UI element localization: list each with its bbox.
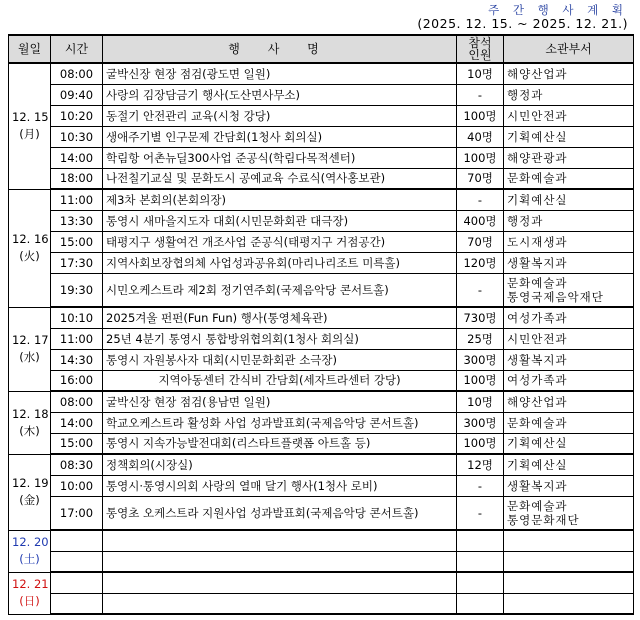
- time-cell: [51, 593, 103, 614]
- table-row: [9, 105, 634, 126]
- dept-line: 시민안전과: [507, 331, 568, 346]
- dept-line: 해양산업과: [507, 66, 568, 81]
- time-cell: 09:40: [51, 84, 103, 105]
- dept-cell: [504, 454, 634, 475]
- dept-line: 생활복지과: [507, 255, 568, 270]
- dept-cell: [504, 307, 634, 328]
- people-cell: [457, 593, 504, 614]
- people-cell: 730명: [457, 307, 504, 328]
- table-row: [9, 273, 634, 307]
- people-cell: [457, 572, 504, 593]
- dept-line: 여성가족과: [507, 310, 568, 325]
- day-weekday: (木): [19, 423, 40, 438]
- time-cell: 08:30: [51, 454, 103, 475]
- table-row: [9, 454, 634, 475]
- people-cell: 10명: [457, 63, 504, 84]
- event-name-cell: 정책회의(시장실): [103, 454, 457, 475]
- event-name-cell: 통영시 자원봉사자 대회(시민문화회관 소극장): [103, 349, 457, 370]
- time-cell: 10:30: [51, 126, 103, 147]
- time-cell: 14:30: [51, 349, 103, 370]
- dept-line: 생활복지과: [507, 352, 568, 367]
- dept-line: 생활복지과: [507, 478, 568, 493]
- dept-cell: [504, 168, 634, 189]
- weekly-schedule-table: [8, 34, 634, 615]
- dept-cell: [504, 475, 634, 496]
- time-cell: 13:30: [51, 210, 103, 231]
- event-name-cell: 태평지구 생활여건 개조사업 준공식(태평지구 거점공간): [103, 231, 457, 252]
- header-day: 월일: [9, 35, 51, 63]
- people-cell: [457, 551, 504, 572]
- dept-cell: [504, 84, 634, 105]
- dept-line: 통영국제음악재단: [507, 289, 604, 304]
- dept-line: 기획예산실: [507, 457, 568, 472]
- people-cell: 70명: [457, 231, 504, 252]
- header-dept: 소관부서: [504, 35, 634, 63]
- dept-line: 해양산업과: [507, 394, 568, 409]
- dept-line: 행정과: [507, 87, 544, 102]
- dept-line: 해양관광과: [507, 150, 568, 165]
- dept-cell: [504, 433, 634, 454]
- time-cell: 15:00: [51, 433, 103, 454]
- time-cell: 17:00: [51, 496, 103, 530]
- time-cell: [51, 572, 103, 593]
- dept-line: 기획예산실: [507, 129, 568, 144]
- dept-line: 시민안전과: [507, 108, 568, 123]
- event-name-cell: 통영초 오케스트라 지원사업 성과발표회(국제음악당 콘서트홀): [103, 496, 457, 530]
- event-name-cell: 지역아동센터 간식비 간담회(세자트라센터 강당): [103, 370, 457, 391]
- people-cell: -: [457, 273, 504, 307]
- dept-cell: [504, 273, 634, 307]
- time-cell: [51, 551, 103, 572]
- table-row: [9, 593, 634, 614]
- event-name-cell: 통영시 새마을지도자 대회(시민문화회관 대극장): [103, 210, 457, 231]
- time-cell: 11:00: [51, 328, 103, 349]
- time-cell: 10:10: [51, 307, 103, 328]
- table-row: [9, 63, 634, 84]
- day-date: 12. 16: [12, 232, 49, 246]
- dept-cell: [504, 370, 634, 391]
- event-name-cell: [103, 572, 457, 593]
- dept-cell: [504, 210, 634, 231]
- day-cell: [9, 530, 51, 572]
- table-row: [9, 391, 634, 412]
- people-cell: 25명: [457, 328, 504, 349]
- event-name-cell: 나전칠기교실 및 문화도시 공예교육 수료식(역사홍보관): [103, 168, 457, 189]
- day-date: 12. 17: [12, 333, 49, 347]
- people-cell: 100명: [457, 105, 504, 126]
- time-cell: 08:00: [51, 391, 103, 412]
- table-row: [9, 349, 634, 370]
- table-header-row: [9, 35, 634, 63]
- time-cell: 08:00: [51, 63, 103, 84]
- event-name-cell: 제3차 본회의(본회의장): [103, 189, 457, 210]
- day-date: 12. 18: [12, 406, 49, 421]
- table-row: [9, 572, 634, 593]
- dept-line: 문화예술과: [507, 498, 568, 513]
- day-weekday: (水): [19, 350, 40, 364]
- table-row: [9, 126, 634, 147]
- time-cell: 11:00: [51, 189, 103, 210]
- dept-line: 기획예산실: [507, 192, 568, 207]
- day-weekday: (月): [19, 127, 40, 142]
- dept-cell: [504, 231, 634, 252]
- people-cell: 300명: [457, 412, 504, 433]
- people-cell: [457, 530, 504, 551]
- event-name-cell: 굴박신장 현장 점검(용남면 일원): [103, 391, 457, 412]
- event-name-cell: 25년 4분기 통영시 통합방위협의회(1청사 회의실): [103, 328, 457, 349]
- event-name-cell: 2025겨울 펀펀(Fun Fun) 행사(통영체육관): [103, 307, 457, 328]
- event-name-cell: [103, 551, 457, 572]
- time-cell: 10:20: [51, 105, 103, 126]
- event-name-cell: 사랑의 김장담금기 행사(도산면사무소): [103, 84, 457, 105]
- dept-cell: [504, 189, 634, 210]
- people-cell: -: [457, 84, 504, 105]
- dept-cell: [504, 530, 634, 551]
- table-row: [9, 231, 634, 252]
- date-range: (2025. 12. 15. ~ 2025. 12. 21.): [417, 16, 628, 31]
- people-cell: 12명: [457, 454, 504, 475]
- people-cell: -: [457, 496, 504, 530]
- day-date: 12. 21: [12, 577, 49, 591]
- dept-cell: [504, 572, 634, 593]
- people-cell: 400명: [457, 210, 504, 231]
- table-row: [9, 84, 634, 105]
- day-cell: [9, 189, 51, 307]
- table-row: [9, 551, 634, 572]
- dept-line: 도시재생과: [507, 234, 568, 249]
- table-row: [9, 189, 634, 210]
- day-date: 12. 20: [12, 535, 49, 549]
- table-row: [9, 530, 634, 551]
- time-cell: 14:00: [51, 412, 103, 433]
- dept-cell: [504, 105, 634, 126]
- dept-cell: [504, 126, 634, 147]
- table-row: [9, 328, 634, 349]
- time-cell: [51, 530, 103, 551]
- dept-line: 행정과: [507, 213, 544, 228]
- event-name-cell: 동절기 안전관리 교육(시청 강당): [103, 105, 457, 126]
- dept-cell: [504, 63, 634, 84]
- day-weekday: (日): [19, 594, 40, 608]
- dept-line: 문화예술과: [507, 415, 568, 430]
- event-name-cell: 통영시 지속가능발전대회(리스타트플랫폼 아트홀 등): [103, 433, 457, 454]
- table-row: [9, 433, 634, 454]
- day-cell: [9, 454, 51, 530]
- day-date: 12. 15: [12, 110, 49, 125]
- dept-line: 문화예술과: [507, 171, 568, 186]
- dept-line: 문화예술과: [507, 275, 568, 290]
- dept-cell: [504, 391, 634, 412]
- event-name-cell: [103, 593, 457, 614]
- people-cell: 70명: [457, 168, 504, 189]
- event-name-cell: 학교오케스트라 활성화 사업 성과발표회(국제음악당 콘서트홀): [103, 412, 457, 433]
- dept-cell: [504, 328, 634, 349]
- time-cell: 18:00: [51, 168, 103, 189]
- people-cell: 100명: [457, 433, 504, 454]
- time-cell: 16:00: [51, 370, 103, 391]
- dept-line: 여성가족과: [507, 373, 568, 388]
- dept-cell: [504, 349, 634, 370]
- time-cell: 19:30: [51, 273, 103, 307]
- time-cell: 15:00: [51, 231, 103, 252]
- table-row: [9, 307, 634, 328]
- day-cell: [9, 572, 51, 614]
- table-row: [9, 475, 634, 496]
- table-row: [9, 210, 634, 231]
- dept-line: 기획예산실: [507, 436, 568, 451]
- dept-cell: [504, 252, 634, 273]
- dept-line: 통영문화재단: [507, 512, 580, 527]
- dept-cell: [504, 147, 634, 168]
- event-name-cell: 굴박신장 현장 점검(광도면 일원): [103, 63, 457, 84]
- table-row: [9, 412, 634, 433]
- event-name-cell: 시민오케스트라 제2회 정기연주회(국제음악당 콘서트홀): [103, 273, 457, 307]
- event-name-cell: 생애주기별 인구문제 간담회(1청사 회의실): [103, 126, 457, 147]
- header-people: 참석 인원: [457, 35, 504, 63]
- time-cell: 14:00: [51, 147, 103, 168]
- day-date: 12. 19: [12, 476, 49, 490]
- people-cell: 120명: [457, 252, 504, 273]
- people-cell: 100명: [457, 147, 504, 168]
- people-cell: 40명: [457, 126, 504, 147]
- table-row: [9, 370, 634, 391]
- time-cell: 10:00: [51, 475, 103, 496]
- day-weekday: (土): [19, 552, 40, 566]
- table-row: [9, 168, 634, 189]
- people-cell: -: [457, 475, 504, 496]
- dept-cell: [504, 593, 634, 614]
- schedule-body: [9, 63, 634, 614]
- header-time: 시간: [51, 35, 103, 63]
- event-name-cell: [103, 530, 457, 551]
- dept-cell: [504, 412, 634, 433]
- table-row: [9, 252, 634, 273]
- table-row: [9, 147, 634, 168]
- table-row: [9, 496, 634, 530]
- document-title: 주 간 행 사 계 획: [488, 3, 628, 17]
- people-cell: 100명: [457, 370, 504, 391]
- people-cell: -: [457, 189, 504, 210]
- time-cell: 17:30: [51, 252, 103, 273]
- day-cell: [9, 63, 51, 189]
- day-cell: [9, 307, 51, 391]
- dept-cell: [504, 551, 634, 572]
- event-name-cell: 학림항 어촌뉴딜300사업 준공식(학림다목적센터): [103, 147, 457, 168]
- dept-cell: [504, 496, 634, 530]
- people-cell: 10명: [457, 391, 504, 412]
- day-cell: [9, 391, 51, 454]
- event-name-cell: 통영시·통영시의회 사랑의 열매 달기 행사(1청사 로비): [103, 475, 457, 496]
- day-weekday: (金): [19, 493, 40, 507]
- people-cell: 300명: [457, 349, 504, 370]
- day-weekday: (火): [19, 249, 40, 263]
- header-event: 행 사 명: [103, 35, 457, 63]
- event-name-cell: 지역사회보장협의체 사업성과공유회(마리나리조트 미륵홀): [103, 252, 457, 273]
